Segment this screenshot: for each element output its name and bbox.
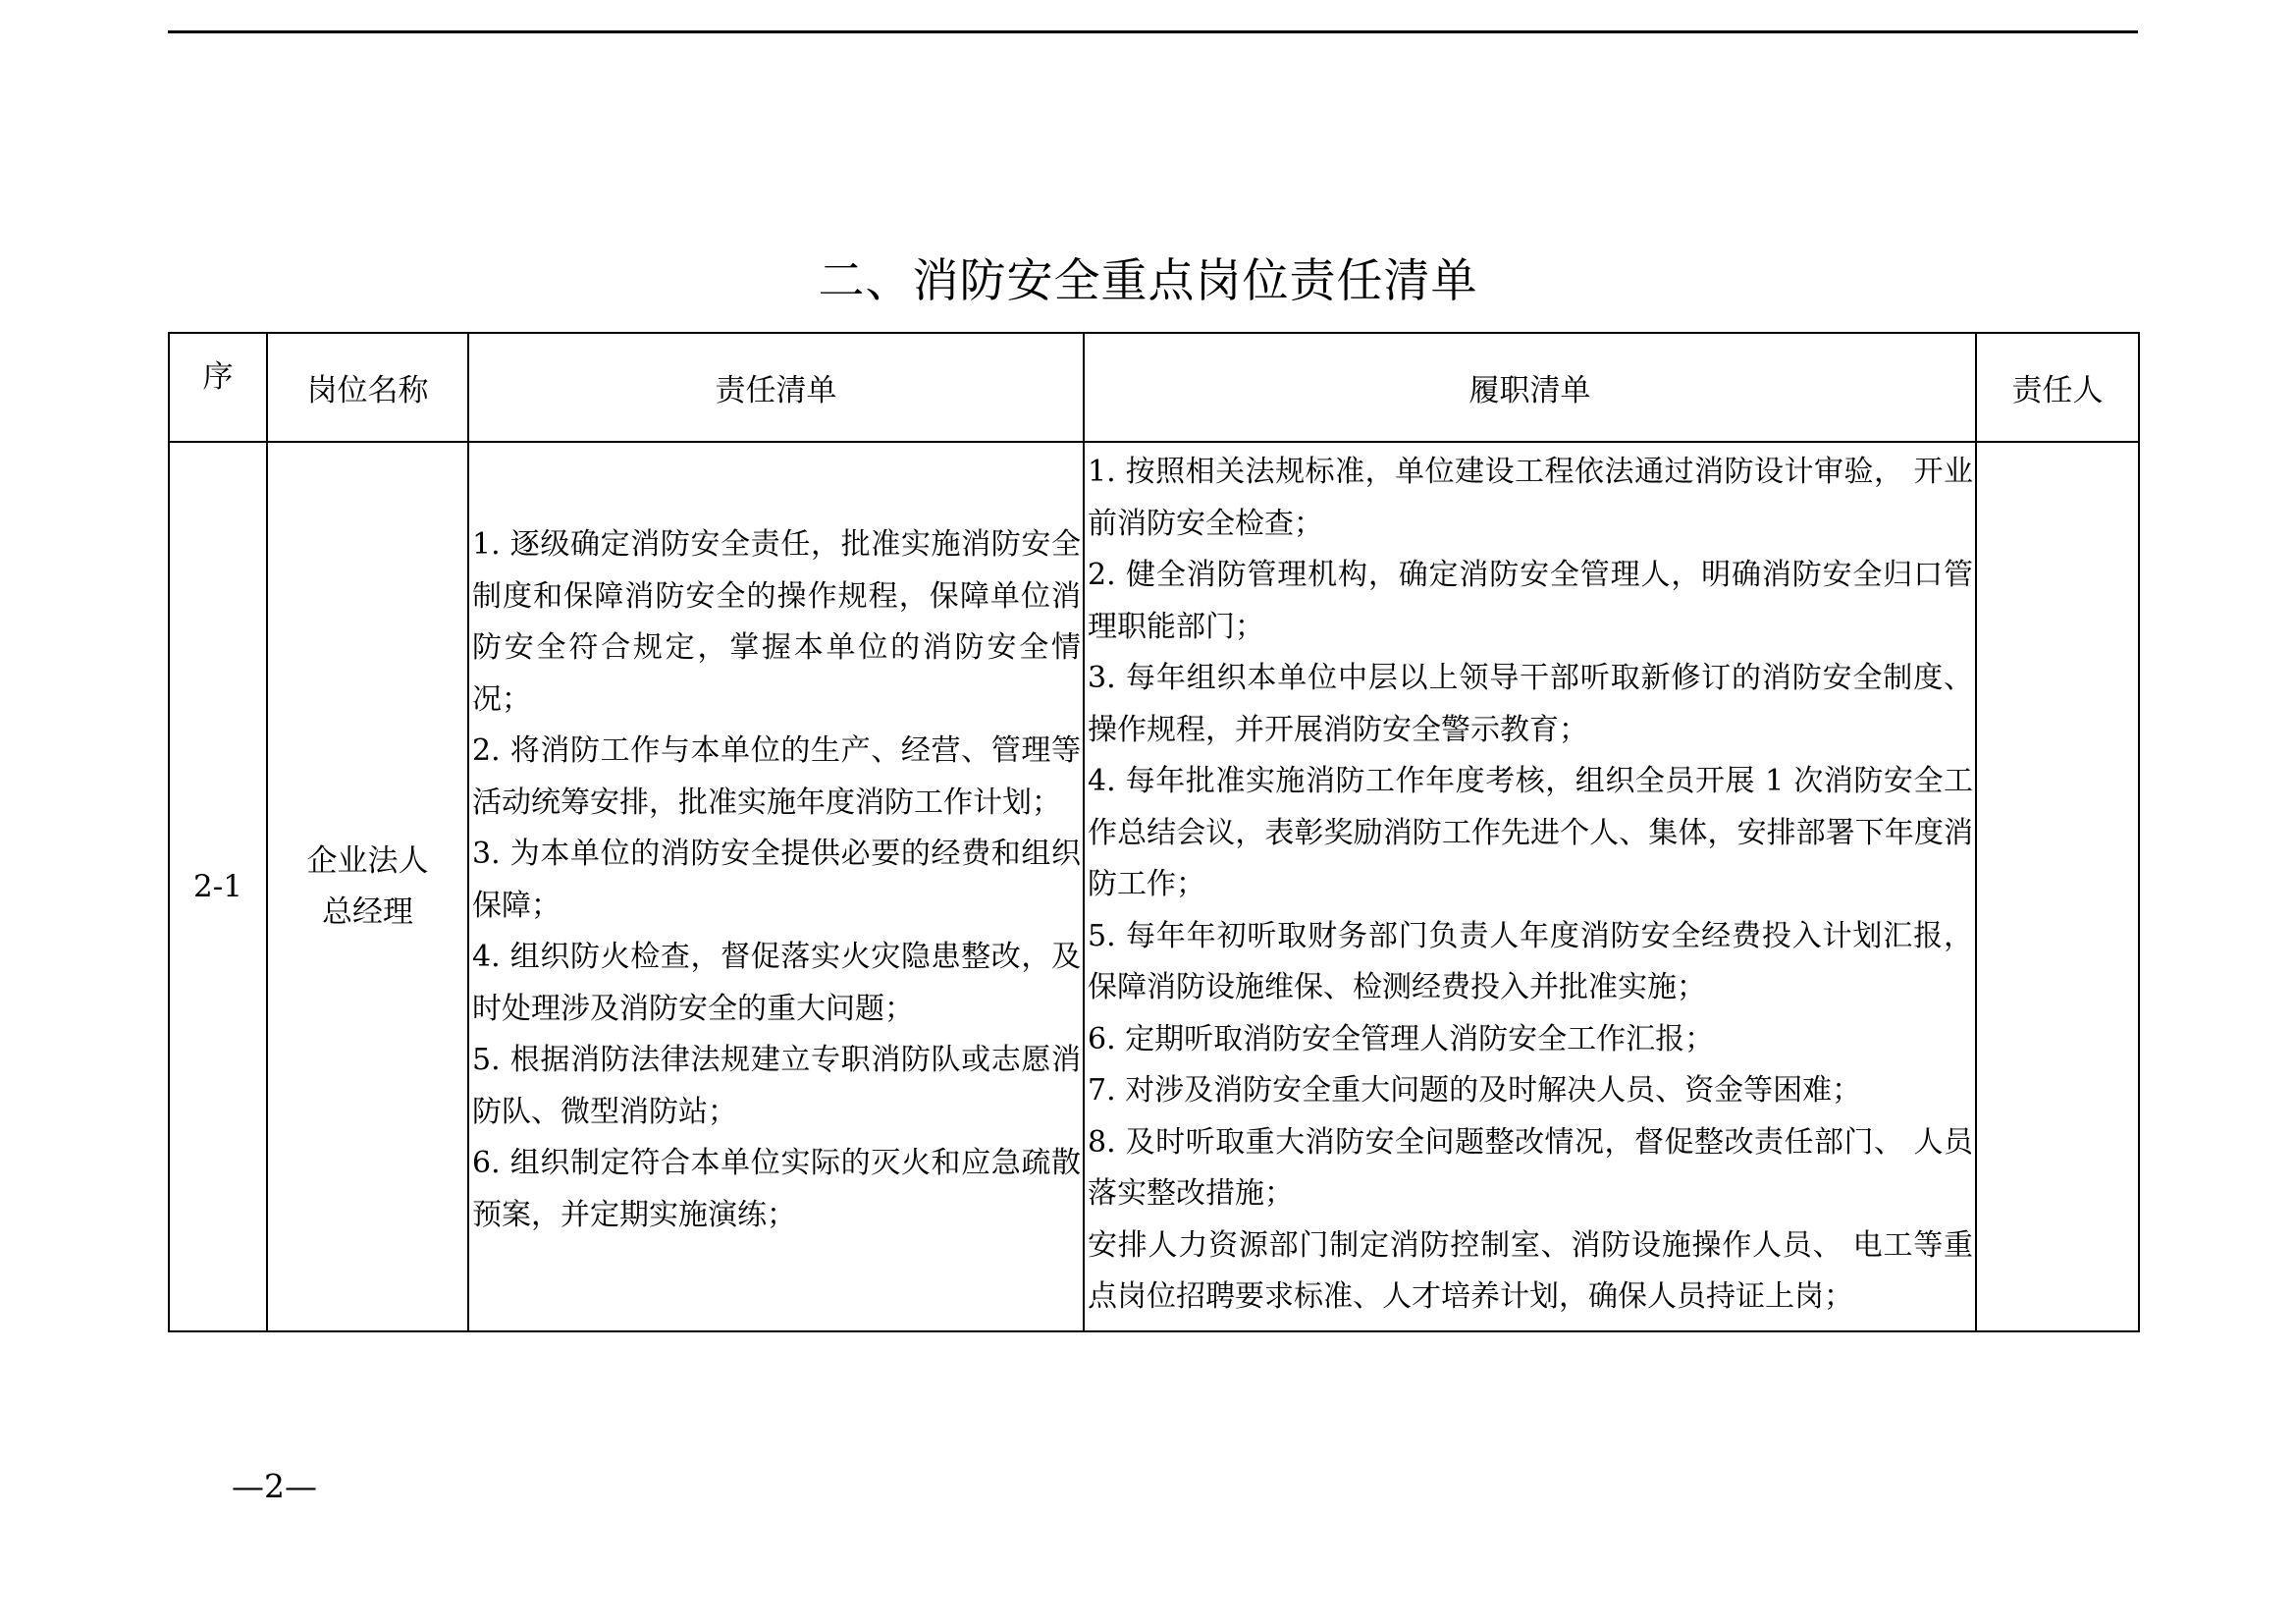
header-performance-list: 履职清单 (1084, 333, 1976, 442)
header-rule (168, 30, 2138, 33)
list-item: 6. 定期听取消防安全管理人消防安全工作汇报； (1088, 1021, 1715, 1056)
list-item: 1. 逐级确定消防安全责任，批准实施消防安全制度和保障消防安全的操作规程，保障单位消防安全符合规定，掌握本单位的消防安全情况； (472, 527, 1081, 717)
list-item: 7. 对涉及消防安全重大问题的及时解决人员、资金等困难； (1088, 1073, 1862, 1108)
cell-seq: 2-1 (169, 442, 267, 1331)
cell-performance-list (1084, 442, 1976, 1331)
header-post-name: 岗位名称 (267, 333, 468, 442)
list-item: 4. 每年批准实施消防工作年度考核，组织全员开展 1 次消防安全工作总结会议，表彰奖励消防工作先进个人、集体，安排部署下年度消防工作； (1088, 764, 1973, 901)
list-item: 5. 根据消防法律法规建立专职消防队或志愿消防队、微型消防站； (472, 1043, 1081, 1129)
page-number: —2— (232, 1467, 317, 1505)
cell-responsible-person (1976, 442, 2139, 1331)
cell-responsibility-list (468, 442, 1084, 1331)
list-item: 1. 按照相关法规标准，单位建设工程依法通过消防设计审验， 开业前消防安全检查； (1088, 455, 1973, 541)
post-name-line: 企业法人 (306, 843, 429, 879)
header-responsibility-list: 责任清单 (468, 333, 1084, 442)
page-title: 二、消防安全重点岗位责任清单 (818, 254, 1478, 308)
list-item: 安排人力资源部门制定消防控制室、消防设施操作人员、 电工等重点岗位招聘要求标准、人才培养计划，确保人员持证上岗； (1088, 1227, 1973, 1314)
list-item: 8. 及时听取重大消防安全问题整改情况，督促整改责任部门、 人员落实整改措施； (1088, 1124, 1973, 1211)
list-item: 2. 健全消防管理机构，确定消防安全管理人，明确消防安全归口管理职能部门； (1088, 558, 1973, 644)
table-header-row (169, 333, 2139, 442)
list-item: 5. 每年年初听取财务部门负责人年度消防安全经费投入计划汇报，保障消防设施维保、检测经费投入并批准实施； (1088, 918, 1973, 1004)
list-item: 3. 每年组织本单位中层以上领导干部听取新修订的消防安全制度、操作规程，并开展消防安全警示教育； (1088, 661, 1973, 747)
cell-post-name (267, 442, 468, 1331)
table-row (169, 442, 2139, 1331)
list-item: 2. 将消防工作与本单位的生产、经营、管理等活动统筹安排，批准实施年度消防工作计划； (472, 733, 1081, 820)
header-responsible-person: 责任人 (1976, 333, 2139, 442)
responsibility-table (168, 332, 2140, 1332)
header-seq: 序 (169, 333, 267, 442)
list-item: 3. 为本单位的消防安全提供必要的经费和组织保障； (472, 837, 1081, 923)
list-item: 4. 组织防火检查，督促落实火灾隐患整改，及时处理涉及消防安全的重大问题； (472, 940, 1081, 1026)
responsibility-item-list (469, 519, 1083, 1241)
list-item: 6. 组织制定符合本单位实际的灭火和应急疏散预案，并定期实施演练； (472, 1146, 1081, 1232)
performance-item-list (1085, 447, 1975, 1324)
post-name-line: 总经理 (322, 894, 413, 930)
